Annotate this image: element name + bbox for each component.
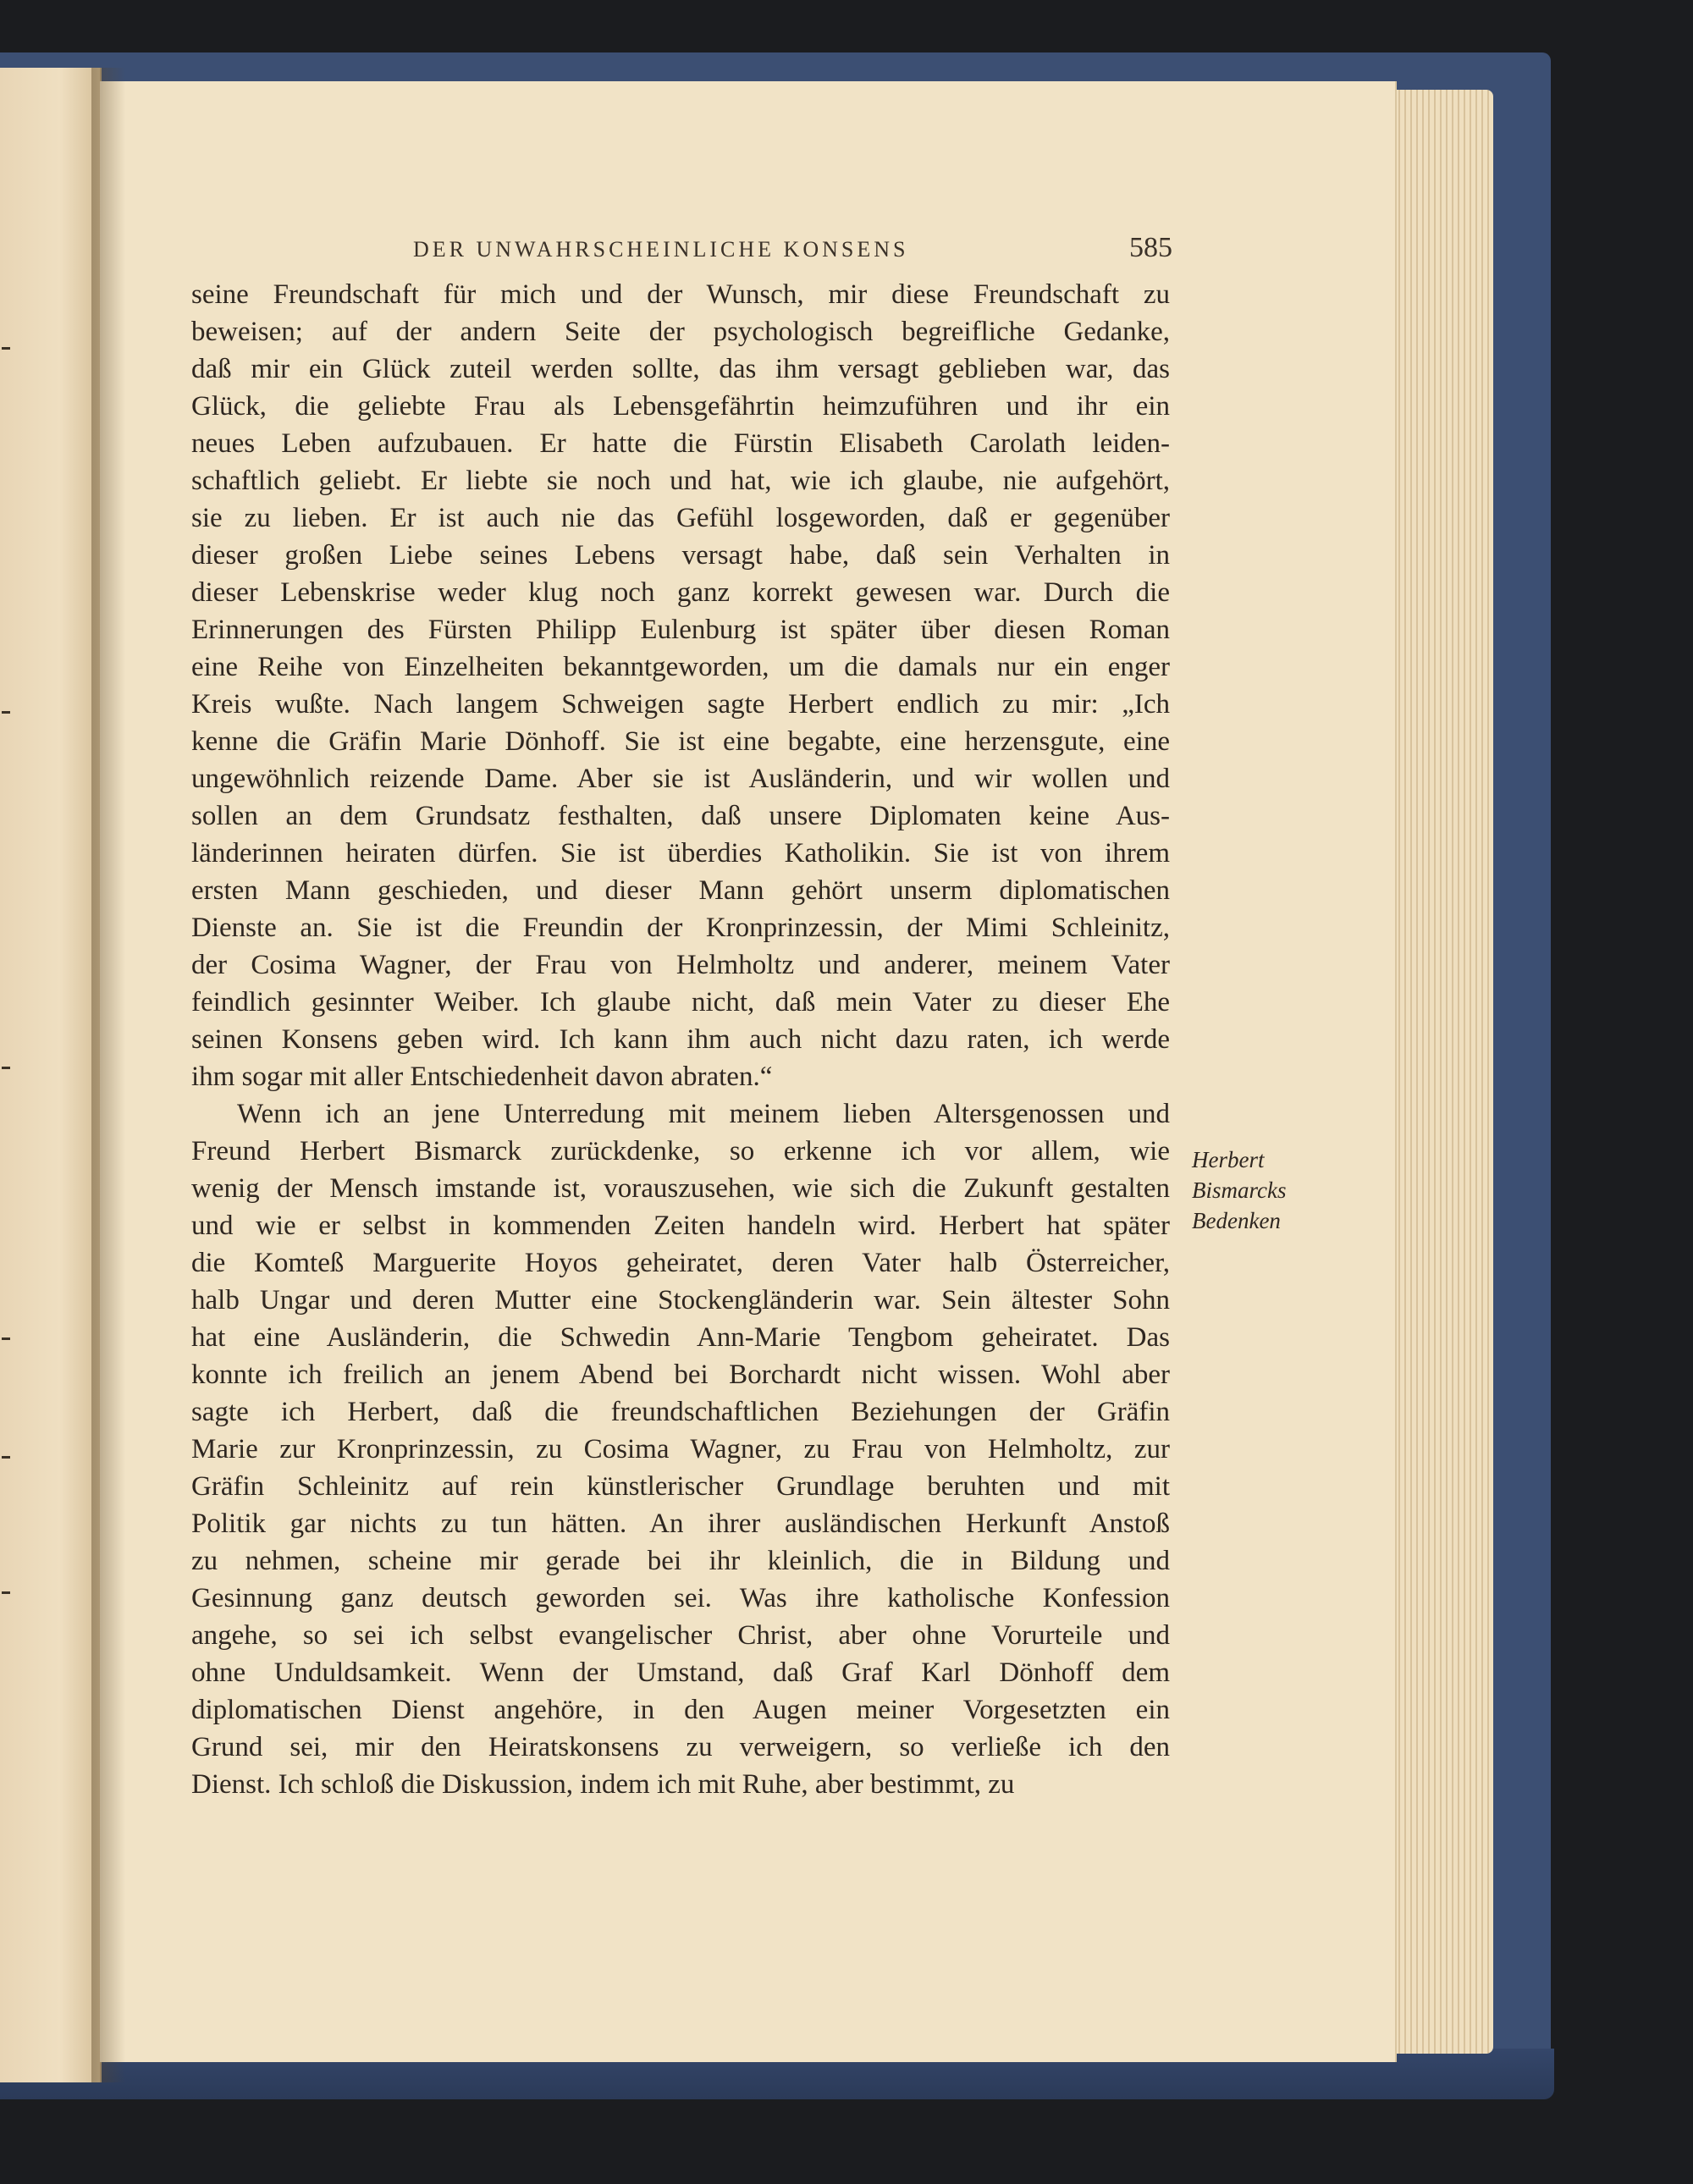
text-line: ohne Unduldsamkeit. Wenn der Umstand, daß Graf Karl Dönhoff dem [191, 1657, 1170, 1688]
text-line: sagte ich Herbert, daß die freundschaftlichen Beziehungen der Gräfin [191, 1397, 1170, 1427]
text-line: neues Leben aufzubauen. Er hatte die Fürstin Elisabeth Carolath leiden- [191, 428, 1170, 459]
text-line: ihm sogar mit aller Entschiedenheit davon abraten.“ [191, 1062, 773, 1092]
edge-mark [2, 1456, 10, 1459]
text-line: Freund Herbert Bismarck zurückdenke, so erkenne ich vor allem, wie [191, 1136, 1170, 1166]
page-number: 585 [1129, 232, 1172, 263]
text-line: Politik gar nichts zu tun hätten. An ihrer ausländischen Herkunft Anstoß [191, 1508, 1170, 1539]
text-line: dieser Lebenskrise weder klug noch ganz korrekt gewesen war. Durch die [191, 577, 1170, 608]
text-line: Gräfin Schleinitz auf rein künstlerischer Grundlage beruhten und mit [191, 1471, 1170, 1502]
text-line: ungewöhnlich reizende Dame. Aber sie ist Ausländerin, und wir wollen und [191, 764, 1170, 794]
text-line: daß mir ein Glück zuteil werden sollte, das ihm versagt geblieben war, das [191, 354, 1170, 384]
text-line: sie zu lieben. Er ist auch nie das Gefühl losgeworden, daß er gegenüber [191, 503, 1170, 533]
text-line: seine Freundschaft für mich und der Wunsch, mir diese Freundschaft zu [191, 279, 1170, 310]
body-text [191, 276, 1170, 1803]
text-line: kenne die Gräfin Marie Dönhoff. Sie ist eine begabte, eine herzensgute, eine [191, 726, 1170, 757]
text-line: und wie er selbst in kommenden Zeiten handeln wird. Herbert hat später [191, 1211, 1170, 1241]
edge-mark [2, 711, 10, 714]
margin-note-line: Bedenken [1192, 1208, 1281, 1233]
text-line: eine Reihe von Einzelheiten bekanntgeworden, um die damals nur ein enger [191, 652, 1170, 682]
text-line: konnte ich freilich an jenem Abend bei Borchardt nicht wissen. Wohl aber [191, 1359, 1170, 1390]
text-line: Dienste an. Sie ist die Freundin der Kronprinzessin, der Mimi Schleinitz, [191, 913, 1170, 943]
edge-mark [2, 347, 10, 350]
margin-note-line: Bismarcks [1192, 1177, 1287, 1203]
left-page-text-edge [0, 68, 12, 2082]
text-line: Wenn ich an jene Unterredung mit meinem lieben Altersgenossen und [237, 1099, 1170, 1129]
gutter-shadow [91, 68, 125, 2082]
text-line: angehe, so sei ich selbst evangelischer Christ, aber ohne Vorurteile und [191, 1620, 1170, 1651]
text-line: wenig der Mensch imstande ist, vorauszusehen, wie sich die Zukunft gestalten [191, 1173, 1170, 1204]
text-line: Gesinnung ganz deutsch geworden sei. Was ihre katholische Konfession [191, 1583, 1170, 1613]
text-line: länderinnen heiraten dürfen. Sie ist überdies Katholikin. Sie ist von ihrem [191, 838, 1170, 869]
margin-note [1192, 1144, 1286, 1236]
edge-mark [2, 1337, 10, 1340]
text-line: Kreis wußte. Nach langem Schweigen sagte Herbert endlich zu mir: „Ich [191, 689, 1170, 720]
page-block-edge [1388, 90, 1493, 2054]
text-line: die Komteß Marguerite Hoyos geheiratet, deren Vater halb Österreicher, [191, 1248, 1170, 1278]
text-line: sollen an dem Grundsatz festhalten, daß unsere Diplomaten keine Aus- [191, 801, 1170, 831]
text-line: Dienst. Ich schloß die Diskussion, indem ich mit Ruhe, aber bestimmt, zu [191, 1769, 1015, 1800]
left-page [0, 68, 102, 2082]
text-line: ersten Mann geschieden, und dieser Mann gehört unserm diplomatischen [191, 875, 1170, 906]
running-head: DER UNWAHRSCHEINLICHE KONSENS [413, 237, 909, 262]
text-line: seinen Konsens geben wird. Ich kann ihm auch nicht dazu raten, ich werde [191, 1024, 1170, 1055]
text-line: feindlich gesinnter Weiber. Ich glaube nicht, daß mein Vater zu dieser Ehe [191, 987, 1170, 1018]
text-line: dieser großen Liebe seines Lebens versagt habe, daß sein Verhalten in [191, 540, 1170, 571]
text-line: beweisen; auf der andern Seite der psychologisch begreifliche Gedanke, [191, 317, 1170, 347]
text-line: diplomatischen Dienst angehöre, in den Augen meiner Vorgesetzten ein [191, 1695, 1170, 1725]
edge-mark [2, 1067, 10, 1069]
text-line: Glück, die geliebte Frau als Lebensgefährtin heimzuführen und ihr ein [191, 391, 1170, 422]
text-line: schaftlich geliebt. Er liebte sie noch und hat, wie ich glaube, nie aufgehört, [191, 466, 1170, 496]
text-line: hat eine Ausländerin, die Schwedin Ann-Marie Tengbom geheiratet. Das [191, 1322, 1170, 1353]
text-line: halb Ungar und deren Mutter eine Stockengländerin war. Sein ältester Sohn [191, 1285, 1170, 1315]
text-line: der Cosima Wagner, der Frau von Helmholtz und anderer, meinem Vater [191, 950, 1170, 980]
margin-note-line: Herbert [1192, 1147, 1265, 1172]
text-line: zu nehmen, scheine mir gerade bei ihr kleinlich, die in Bildung und [191, 1546, 1170, 1576]
text-line: Erinnerungen des Fürsten Philipp Eulenburg ist später über diesen Roman [191, 615, 1170, 645]
text-line: Grund sei, mir den Heiratskonsens zu verweigern, so verließe ich den [191, 1732, 1170, 1762]
edge-mark [2, 1591, 10, 1594]
text-line: Marie zur Kronprinzessin, zu Cosima Wagner, zu Frau von Helmholtz, zur [191, 1434, 1170, 1464]
